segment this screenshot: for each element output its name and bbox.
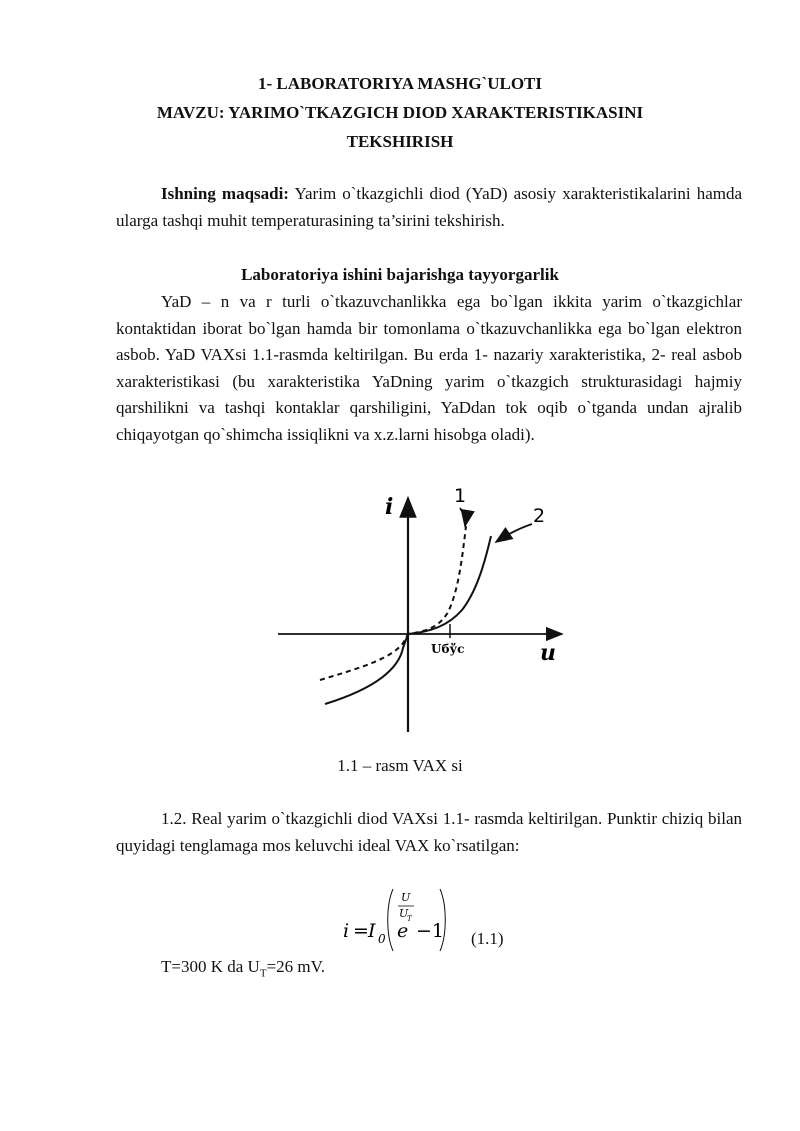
equation-1-1 (340, 885, 540, 955)
eq-minus-one: −1 (416, 920, 445, 942)
lab-title: 1- LABORATORIYA MASHG`ULOTI (257, 74, 542, 93)
section-1-2-text: 1.2. Real yarim o`tkazgichli diod VAXsi 1.1- rasmda keltirilgan. Punktir chiziq bilan quyidagi tenglamaga mos keluvchi ideal VAX ko`rsatilgan: (116, 809, 742, 855)
purpose-text: Yarim o`tkazgichli diod (YaD) asosiy xarakteristikalarini hamda ularga tashqi muhit temperaturasining ta’sirini tekshirish. (116, 184, 743, 230)
note-suffix: =26 mV. (266, 957, 325, 976)
figure-caption: 1.1 – rasm VAX si (337, 756, 463, 775)
curve-2-pointer (496, 524, 532, 542)
eq-I: I (368, 920, 376, 942)
purpose-label: Ishning maqsadi: (161, 184, 289, 203)
section-1-2-paragraph (116, 806, 742, 859)
curve-2-label: 2 (533, 505, 546, 527)
eq-exp-UT-sub: T (407, 915, 412, 923)
prep-paragraph (116, 289, 742, 448)
equation-number: (1.1) (471, 929, 504, 948)
x-axis-label: u (540, 640, 556, 666)
vax-figure (270, 480, 590, 742)
curve-1-ideal (320, 526, 466, 680)
temperature-note (161, 957, 325, 979)
curve-1-label: 1 (454, 485, 467, 507)
eq-equals: = (353, 920, 369, 942)
note-sub: T (259, 967, 267, 980)
note-prefix: T=300 K da U (161, 957, 260, 976)
prep-text: YaD – n va r turli o`tkazuvchanlikka ega bo`lgan ikkita yarim o`tkazgichlar kontaktidan iborat bo`lgan hamda bir tomonlama o`tkazuvchanlikka ega bo`lgan elektron asbob. YaD VAXsi 1.1-rasmda keltirilgan. Bu erda 1- nazariy xarakteristika, 2- real asbob xarakteristikasi (bu xarakteristika YaDning yarim o`tkazgich strukturasidagi hajmiy qarshilikni va tashqi kontaklar qarshiligini, YaDdan tok oqib o`tganda undan ajralib chiqayotgan qo`shimcha issiqlikni va x.z.larni hisobga oladi). (116, 292, 742, 444)
purpose-paragraph (116, 181, 742, 234)
eq-exp-UT: U (399, 907, 409, 920)
eq-exp-U: U (401, 891, 411, 904)
prep-heading: Laboratoriya ishini bajarishga tayyorgarlik (241, 265, 559, 284)
threshold-label: Uбўс (431, 642, 465, 656)
curve-1-pointer (460, 508, 465, 526)
eq-I-sub: 0 (378, 932, 386, 946)
eq-e: e (397, 920, 409, 942)
eq-left-paren (388, 889, 393, 951)
eq-lhs: i (343, 920, 350, 942)
y-axis-label: i (385, 494, 394, 520)
topic-title-cont: TEKSHIRISH (346, 132, 454, 151)
topic-title: MAVZU: YARIMO`TKAZGICH DIOD XARAKTERISTIKASINI (156, 103, 644, 122)
